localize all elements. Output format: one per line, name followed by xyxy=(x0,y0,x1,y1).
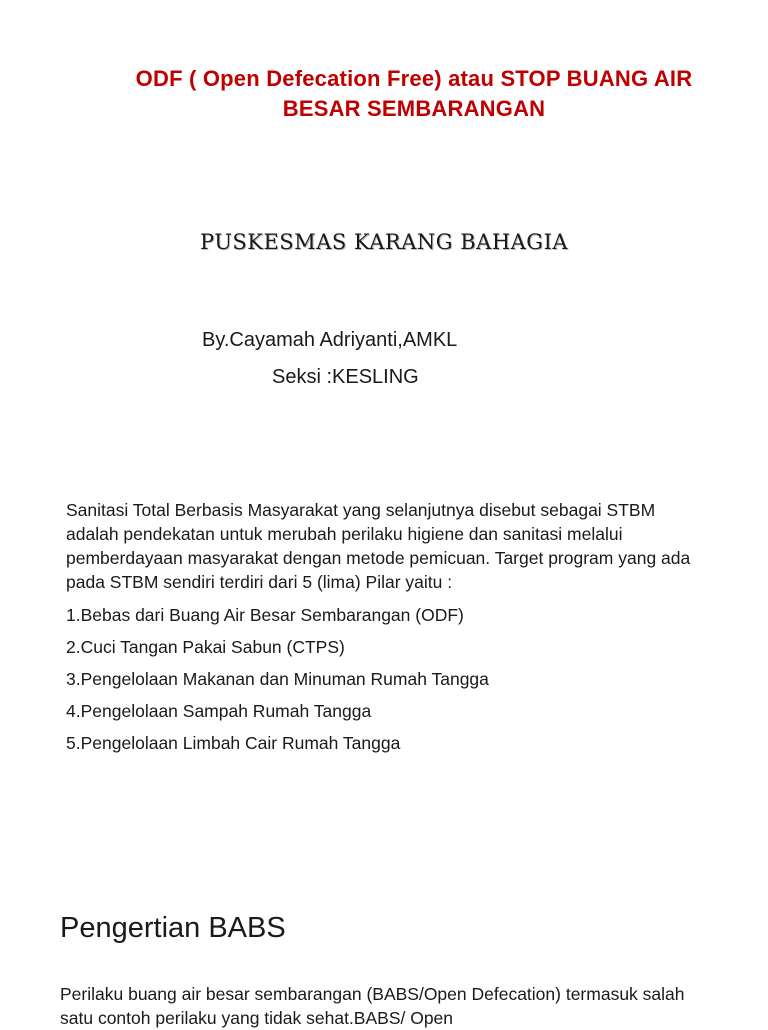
title-line-1: ODF ( Open Defecation Free) atau STOP BUANG AIR xyxy=(135,66,693,91)
section-heading: Pengertian BABS xyxy=(60,912,286,944)
author-line: By.Cayamah Adriyanti,AMKL xyxy=(202,329,458,351)
pillar-item: 4.Pengelolaan Sampah Rumah Tangga xyxy=(66,701,372,721)
organization-name: PUSKESMAS KARANG BAHAGIA xyxy=(199,230,569,254)
title-line-2: BESAR SEMBARANGAN xyxy=(282,96,546,121)
pillar-list xyxy=(66,603,489,763)
pillar-item: 5.Pengelolaan Limbah Cair Rumah Tangga xyxy=(66,733,401,753)
pillar-item: 3.Pengelolaan Makanan dan Minuman Rumah Tangga xyxy=(66,669,489,689)
pillar-item: 2.Cuci Tangan Pakai Sabun (CTPS) xyxy=(66,637,345,657)
document-title xyxy=(60,64,768,124)
intro-paragraph: Sanitasi Total Berbasis Masyarakat yang selanjutnya disebut sebagai STBM adalah pendekatan untuk merubah perilaku higiene dan sanitasi melalui pemberdayaan masyarakat dengan metode pemicuan. Target program yang ada pada STBM sendiri terdiri dari 5 (lima) Pilar yaitu : xyxy=(66,500,691,592)
body-paragraph: Perilaku buang air besar sembarangan (BABS/Open Defecation) termasuk salah satu contoh perilaku yang tidak sehat.BABS/ Open xyxy=(60,984,685,1028)
section-line: Seksi :KESLING xyxy=(272,366,419,388)
pillar-item: 1.Bebas dari Buang Air Besar Sembarangan (ODF) xyxy=(66,605,464,625)
